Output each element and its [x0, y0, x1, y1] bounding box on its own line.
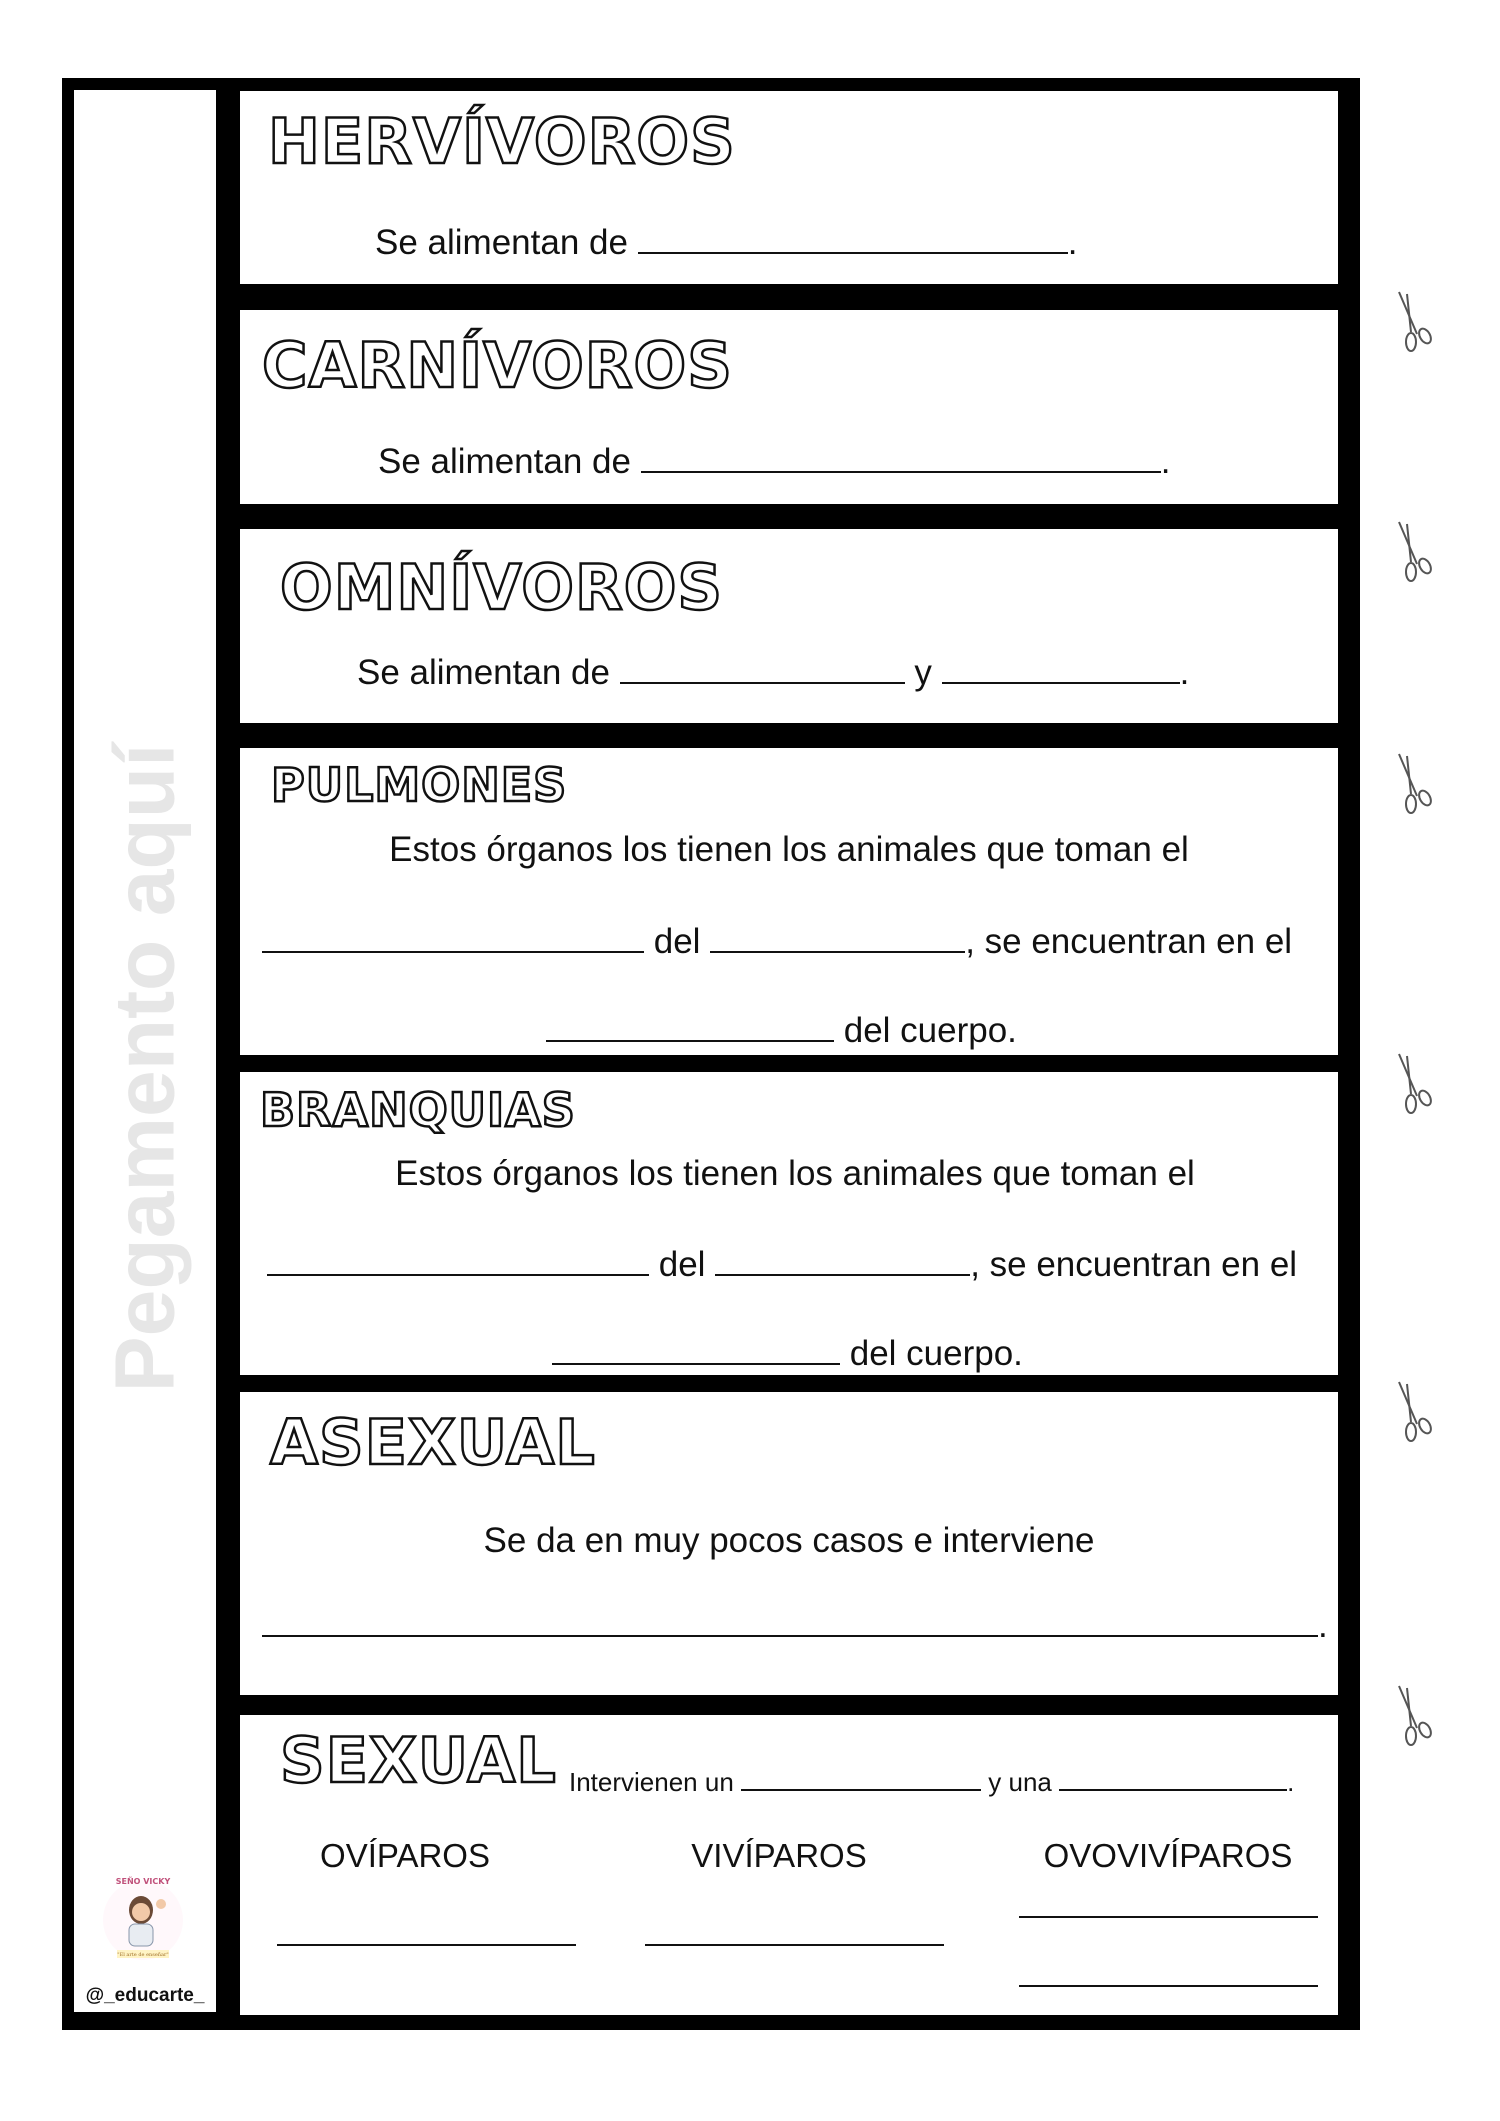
answer-blank-viviparos[interactable] [645, 1944, 944, 1946]
sentence-hervivoros [375, 222, 1077, 260]
text: del cuerpo. [843, 1011, 1017, 1050]
title-pulmones: PULMONES [271, 758, 568, 812]
logo-avatar [95, 1870, 191, 1966]
title-hervivoros: HERVÍVOROS [268, 105, 736, 178]
scissors-icon [1395, 520, 1435, 584]
answer-blank-1[interactable] [741, 1767, 981, 1791]
answer-blank-3[interactable] [546, 1010, 834, 1042]
text: Se alimentan de [378, 442, 631, 481]
text: y una [988, 1767, 1052, 1797]
author-handle: @_educarte_ [85, 1985, 205, 2006]
sexual-sentence [569, 1767, 1294, 1795]
scissors-icon [1395, 290, 1435, 354]
text: . [1067, 223, 1078, 262]
text: y [914, 653, 932, 692]
answer-blank[interactable] [262, 1605, 1318, 1637]
answer-blank-ovoviviparos-1[interactable] [1019, 1916, 1318, 1918]
text: . [1160, 442, 1171, 481]
svg-text:"El arte de enseñar": "El arte de enseñar" [117, 1952, 169, 1958]
column-ovoviviparos: OVOVIVÍPAROS [1043, 1837, 1293, 1874]
answer-blank-2[interactable] [710, 921, 965, 953]
scissors-icon [1395, 1380, 1435, 1444]
answer-blank[interactable] [641, 441, 1161, 473]
column-oviparos: OVÍPAROS [320, 1837, 490, 1874]
pulmones-line-1: Estos órganos los tienen los animales que toman el [389, 830, 1189, 869]
answer-blank-2[interactable] [715, 1244, 970, 1276]
answer-blank-ovoviviparos-2[interactable] [1019, 1985, 1318, 1987]
asexual-line-1: Se da en muy pocos casos e interviene [483, 1521, 1095, 1560]
title-sexual: SEXUAL [280, 1724, 557, 1797]
title-branquias: BRANQUIAS [260, 1083, 576, 1137]
scissors-icon [1395, 1684, 1435, 1748]
answer-blank-3[interactable] [552, 1333, 840, 1365]
scissors-icon [1395, 752, 1435, 816]
answer-blank-1[interactable] [262, 921, 644, 953]
asexual-line-2 [262, 1605, 1328, 1643]
pulmones-line-2 [262, 921, 1292, 959]
title-omnivoros: OMNÍVOROS [280, 551, 724, 624]
text: del [658, 1245, 706, 1284]
text: del [653, 922, 701, 961]
sentence-omnivoros [357, 652, 1189, 690]
text: Se alimentan de [357, 653, 610, 692]
answer-blank-2[interactable] [1059, 1767, 1287, 1791]
text: , se encuentran en el [965, 922, 1293, 961]
text: Intervienen un [569, 1767, 734, 1797]
text: . [1287, 1767, 1295, 1797]
answer-blank-1[interactable] [267, 1244, 649, 1276]
text: Se alimentan de [375, 223, 628, 262]
pulmones-line-3 [546, 1010, 1017, 1048]
glue-label: Pegamento aquí [97, 743, 192, 1393]
title-asexual: ASEXUAL [270, 1406, 596, 1479]
answer-blank[interactable] [638, 222, 1068, 254]
answer-blank-oviparos[interactable] [277, 1944, 576, 1946]
text: . [1179, 653, 1190, 692]
answer-blank-2[interactable] [942, 652, 1180, 684]
sentence-carnivoros [378, 441, 1170, 479]
answer-blank-1[interactable] [620, 652, 905, 684]
text: , se encuentran en el [970, 1245, 1298, 1284]
text: del cuerpo. [849, 1334, 1023, 1373]
title-carnivoros: CARNÍVOROS [262, 329, 733, 402]
branquias-line-3 [552, 1333, 1023, 1371]
text: . [1318, 1606, 1328, 1645]
branquias-line-1: Estos órganos los tienen los animales que toman el [395, 1154, 1195, 1193]
column-viviparos: VIVÍPAROS [691, 1837, 867, 1874]
scissors-icon [1395, 1052, 1435, 1116]
svg-text:SEÑO VICKY: SEÑO VICKY [115, 1877, 171, 1886]
branquias-line-2 [267, 1244, 1297, 1282]
